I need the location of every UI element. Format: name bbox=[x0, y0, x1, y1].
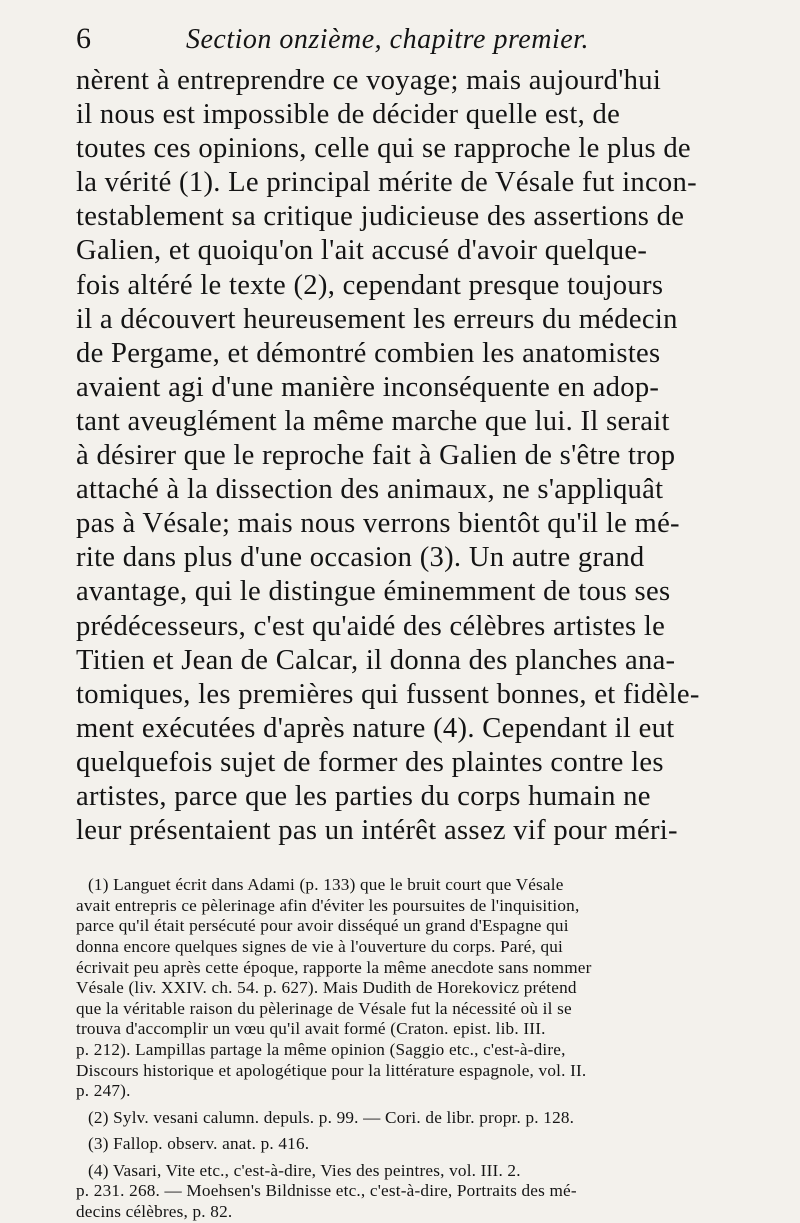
footnote-line: Discours historique et apologétique pour la littérature espagnole, vol. II. bbox=[76, 1060, 587, 1080]
text-line: attaché à la dissection des animaux, ne s'appliquât bbox=[76, 474, 664, 506]
footnotes bbox=[76, 875, 760, 1223]
text-line: il nous est impossible de décider quelle est, de bbox=[76, 99, 621, 131]
text-line: testablement sa critique judicieuse des assertions de bbox=[76, 201, 685, 233]
text-line: tant aveuglément la même marche que lui. Il serait bbox=[76, 405, 670, 437]
footnote-line: (3) Fallop. observ. anat. p. 416. bbox=[88, 1134, 310, 1154]
footnote-line: (2) Sylv. vesani calumn. depuls. p. 99. — Cori. de libr. propr. p. 128. bbox=[88, 1107, 575, 1127]
text-line: rite dans plus d'une occasion (3). Un autre grand bbox=[76, 542, 645, 574]
text-line: à désirer que le reproche fait à Galien de s'être trop bbox=[76, 440, 676, 472]
footnote-line: parce qu'il était persécuté pour avoir disséqué un grand d'Espagne qui bbox=[76, 916, 569, 936]
footnote-line: p. 247). bbox=[76, 1081, 131, 1101]
text-line: quelquefois sujet de former des plaintes contre les bbox=[76, 746, 664, 778]
footnote-4 bbox=[76, 1161, 760, 1223]
text-line: artistes, parce que les parties du corps humain ne bbox=[76, 780, 651, 812]
text-line: prédécesseurs, c'est qu'aidé des célèbres artistes le bbox=[76, 610, 666, 642]
text-line: toutes ces opinions, celle qui se rapproche le plus de bbox=[76, 133, 691, 165]
footnote-line: (1) Languet écrit dans Adami (p. 133) que le bruit court que Vésale bbox=[88, 875, 564, 895]
text-line: Galien, et quoiqu'on l'ait accusé d'avoir quelque- bbox=[76, 235, 648, 267]
text-line: avantage, qui le distingue éminemment de tous ses bbox=[76, 576, 671, 608]
footnote-line: écrivait peu après cette époque, rapporte la même anecdote sans nommer bbox=[76, 957, 592, 977]
text-line: leur présentaient pas un intérêt assez vif pour méri- bbox=[76, 815, 678, 847]
text-line: fois altéré le texte (2), cependant presque toujours bbox=[76, 269, 664, 301]
footnote-1 bbox=[76, 875, 760, 1102]
footnote-line: trouva d'accomplir un vœu qu'il avait formé (Craton. epist. lib. III. bbox=[76, 1019, 546, 1039]
footnote-line: (4) Vasari, Vite etc., c'est-à-dire, Vies des peintres, vol. III. 2. bbox=[88, 1160, 521, 1180]
text-line: nèrent à entreprendre ce voyage; mais aujourd'hui bbox=[76, 65, 662, 96]
text-line: Titien et Jean de Calcar, il donna des planches ana- bbox=[76, 644, 676, 676]
text-line: il a découvert heureusement les erreurs du médecin bbox=[76, 303, 678, 335]
running-head: Section onzième, chapitre premier. bbox=[186, 24, 589, 55]
text-line: pas à Vésale; mais nous verrons bientôt qu'il le mé- bbox=[76, 508, 680, 540]
footnote-3 bbox=[76, 1134, 760, 1155]
footnote-line: p. 212). Lampillas partage la même opinion (Saggio etc., c'est-à-dire, bbox=[76, 1039, 566, 1059]
text-line: avaient agi d'une manière inconséquente en adop- bbox=[76, 371, 660, 403]
footnote-line: Vésale (liv. XXIV. ch. 54. p. 627). Mais Dudith de Horekovicz prétend bbox=[76, 978, 577, 998]
text-line: tomiques, les premières qui fussent bonnes, et fidèle- bbox=[76, 678, 700, 710]
page-header bbox=[76, 22, 760, 64]
footnote-separator bbox=[76, 858, 760, 859]
footnote-line: p. 231. 268. — Moehsen's Bildnisse etc., c'est-à-dire, Portraits des mé- bbox=[76, 1181, 577, 1201]
footnote-line: donna encore quelques signes de vie à l'ouverture du corps. Paré, qui bbox=[76, 936, 564, 956]
footnote-line: avait entrepris ce pèlerinage afin d'éviter les poursuites de l'inquisition, bbox=[76, 895, 580, 915]
text-line: de Pergame, et démontré combien les anatomistes bbox=[76, 337, 661, 369]
text-line: ment exécutées d'après nature (4). Cependant il eut bbox=[76, 712, 675, 744]
page-number: 6 bbox=[76, 22, 91, 55]
footnote-2 bbox=[76, 1108, 760, 1129]
main-text bbox=[76, 64, 760, 848]
footnote-line: que la véritable raison du pèlerinage de Vésale fut la nécessité où il se bbox=[76, 998, 572, 1018]
footnote-line: decins célèbres, p. 82. bbox=[76, 1202, 233, 1222]
text-line: la vérité (1). Le principal mérite de Vésale fut incon- bbox=[76, 167, 697, 199]
